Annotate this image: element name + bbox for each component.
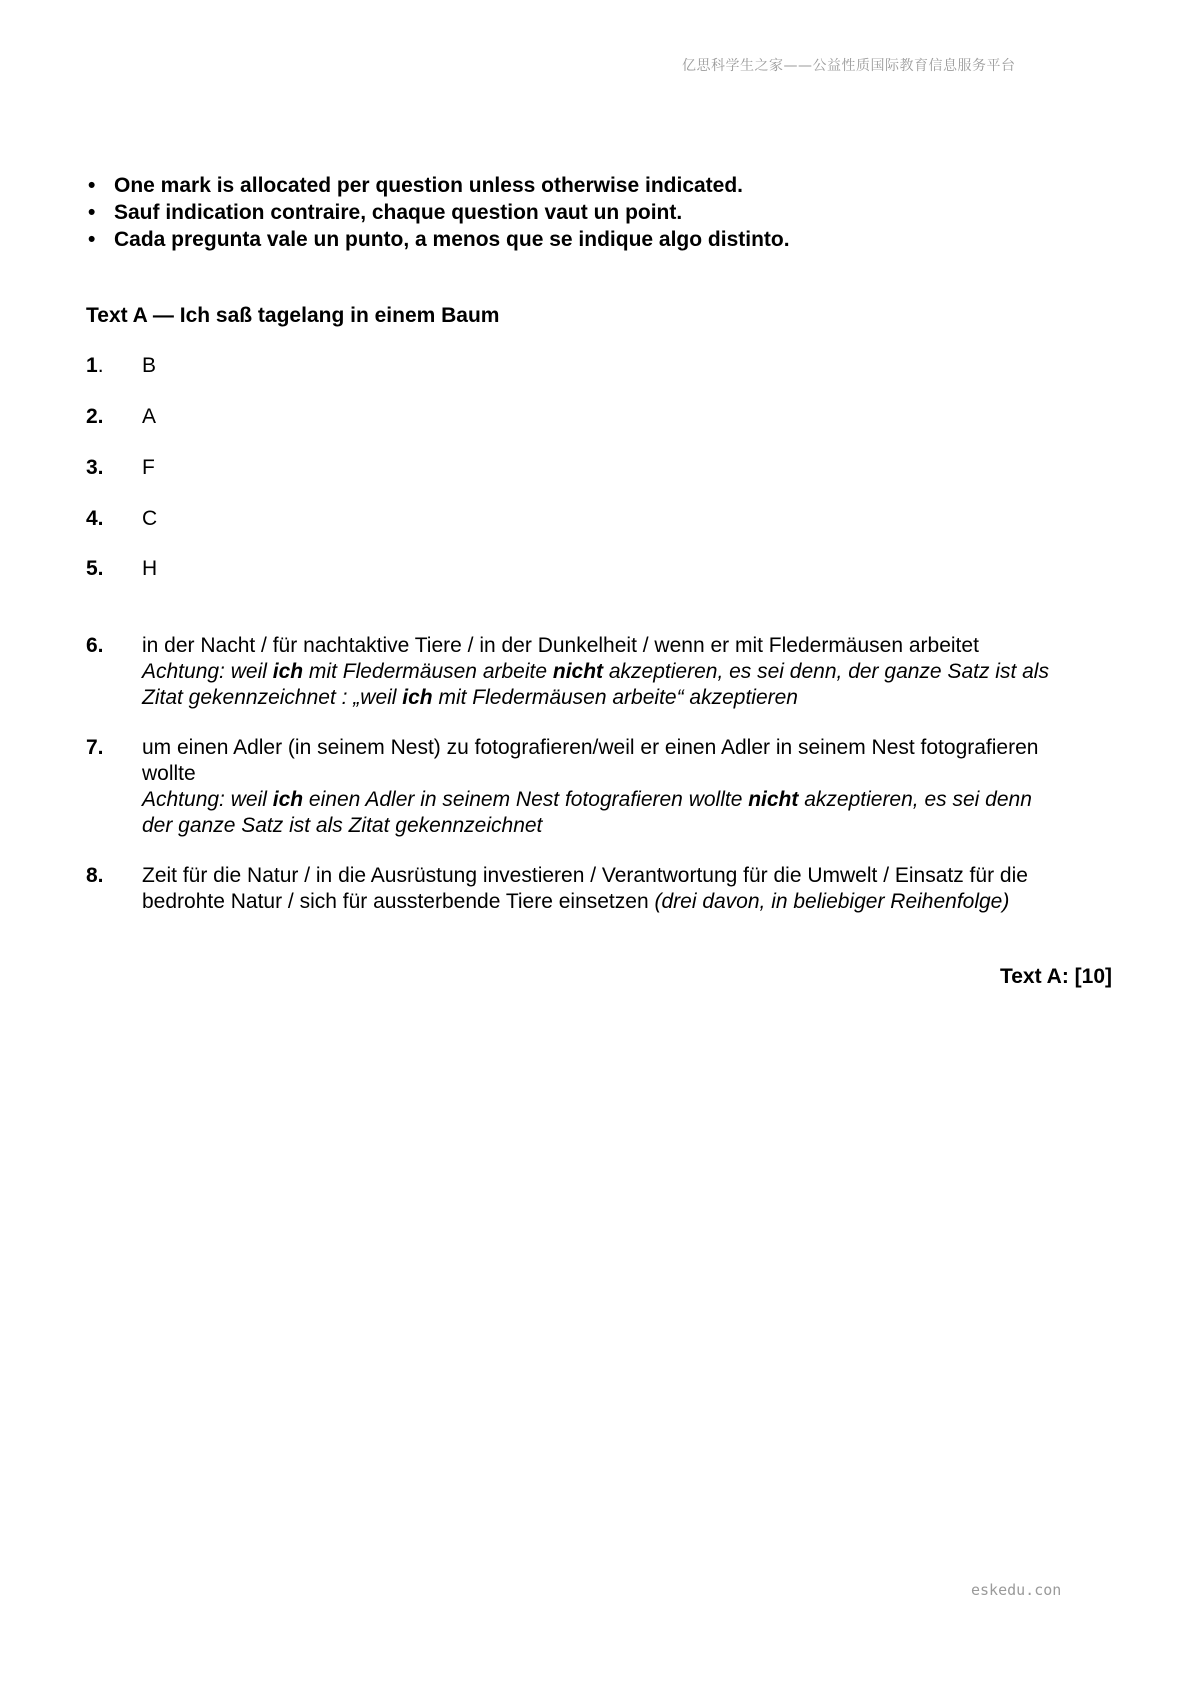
answer: H — [142, 557, 158, 580]
section-heading: Text A — Ich saß tagelang in einem Baum — [86, 304, 500, 327]
answer: wollte — [142, 762, 196, 785]
footer-watermark: eskedu.con — [971, 1581, 1062, 1599]
marking-note: Zitat gekennzeichnet : „weil ich mit Fledermäusen arbeite“ akzeptieren — [142, 686, 798, 709]
instruction-item: • Sauf indication contraire, chaque question vaut un point. — [88, 201, 683, 224]
header-watermark: 亿思科学生之家——公益性质国际教育信息服务平台 — [682, 58, 1016, 74]
question-number: 4. — [86, 507, 104, 530]
question-number: 7. — [86, 736, 104, 759]
answer: bedrohte Natur / sich für aussterbende Tiere einsetzen (drei davon, in beliebiger Reihenfolge) — [142, 890, 1010, 913]
instruction-item: • Cada pregunta vale un punto, a menos que se indique algo distinto. — [88, 228, 790, 251]
question-number: 1. — [86, 354, 104, 377]
answer: Zeit für die Natur / in die Ausrüstung investieren / Verantwortung für die Umwelt / Einsatz für die — [142, 864, 1028, 887]
instructions-list — [86, 172, 790, 253]
question-number: 6. — [86, 634, 104, 657]
answer: F — [142, 456, 155, 479]
question-number: 8. — [86, 864, 104, 887]
question-number: 2. — [86, 405, 104, 428]
section-total: Text A: [10] — [999, 965, 1112, 988]
answer: B — [142, 354, 157, 377]
bullet-icon: • — [88, 228, 96, 251]
bullet-icon: • — [88, 174, 96, 197]
marking-note: Achtung: weil ich mit Fledermäusen arbeite nicht akzeptieren, es sei denn, der ganze Satz ist als — [142, 660, 1049, 683]
bullet-icon: • — [88, 201, 96, 224]
answer: C — [142, 507, 158, 530]
instruction-item: • One mark is allocated per question unless otherwise indicated. — [88, 174, 744, 197]
answer: um einen Adler (in seinem Nest) zu fotografieren/weil er einen Adler in seinem Nest fotografieren — [142, 736, 1039, 759]
marking-note: der ganze Satz ist als Zitat gekennzeichnet — [142, 814, 543, 837]
answer: in der Nacht / für nachtaktive Tiere / in der Dunkelheit / wenn er mit Fledermäusen arbeitet — [142, 634, 979, 657]
marking-note: Achtung: weil ich einen Adler in seinem Nest fotografieren wollte nicht akzeptieren, es sei denn — [142, 788, 1032, 811]
question-number: 3. — [86, 456, 104, 479]
question-number: 5. — [86, 557, 104, 580]
answer: A — [142, 405, 157, 428]
